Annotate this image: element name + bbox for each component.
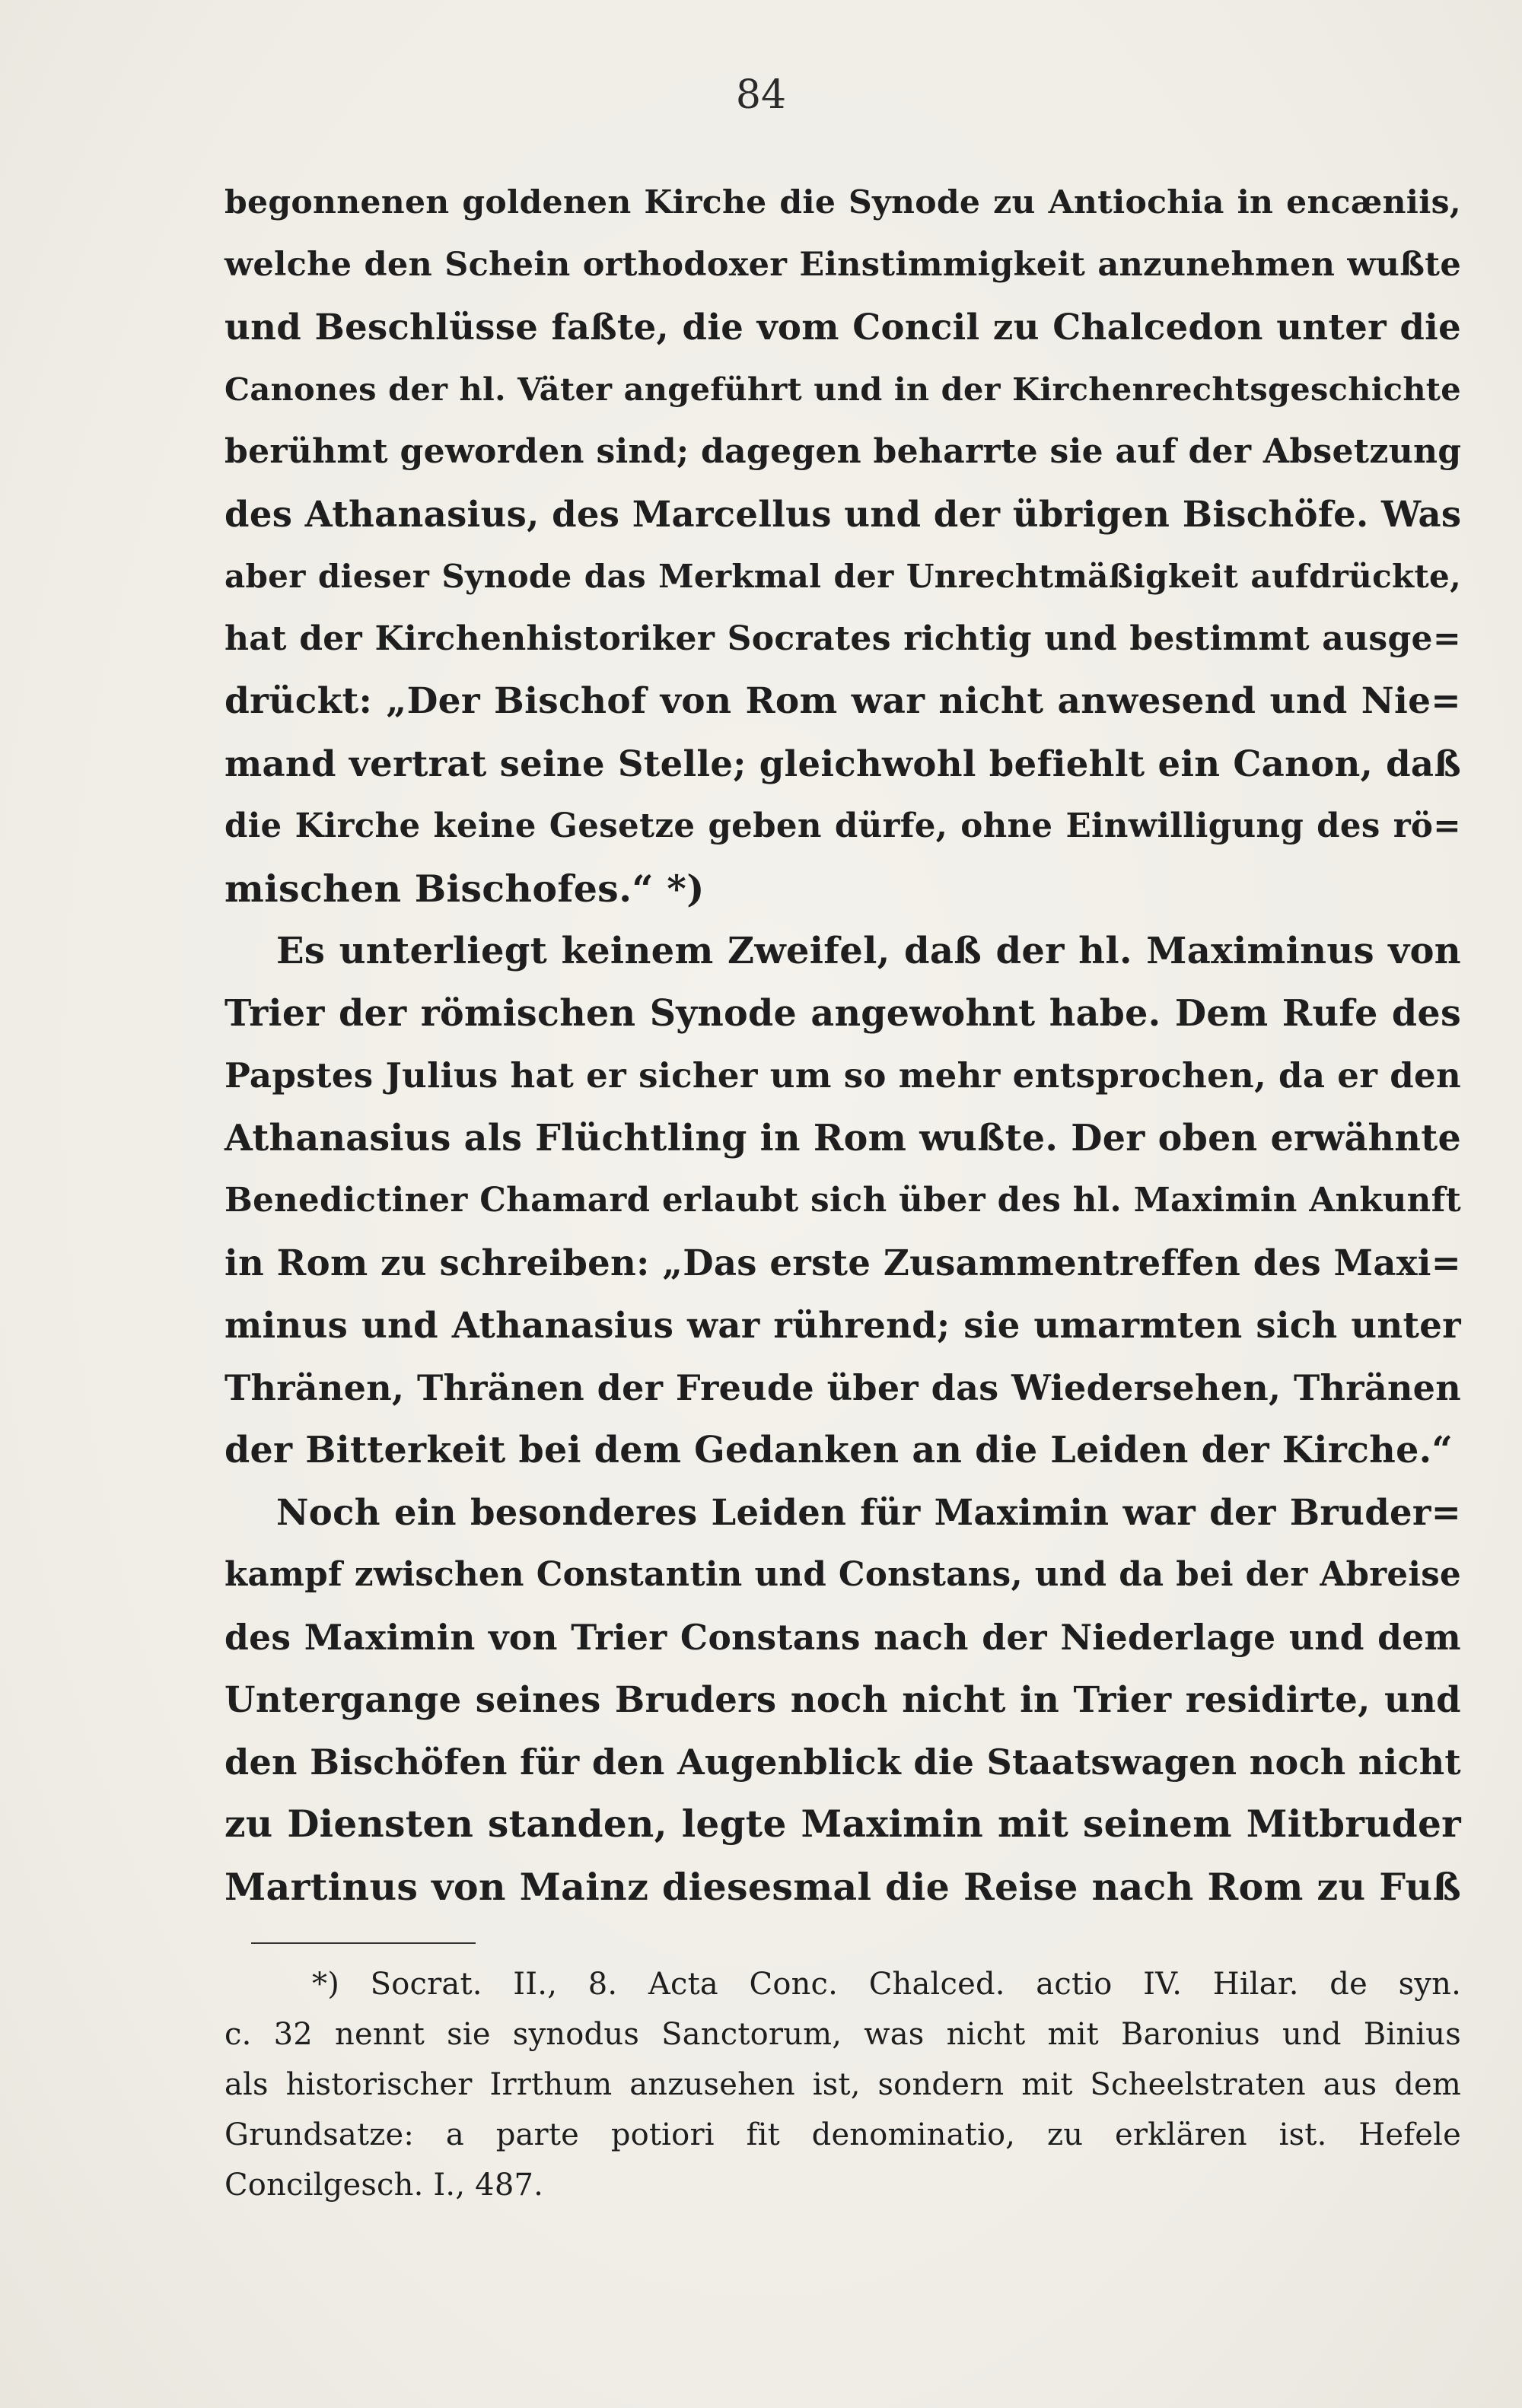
text-line: Athanasius als Flüchtling in Rom wußte. Der oben erwähnte [224, 1117, 1461, 1159]
text-line: des Maximin von Trier Constans nach der Niederlage und dem [224, 1617, 1461, 1658]
text-line: Thränen, Thränen der Freude über das Wiedersehen, Thränen [224, 1367, 1461, 1408]
text-line: Papstes Julius hat er sicher um so mehr entsprochen, da er den [224, 1055, 1461, 1096]
paragraph-start-line: Es unterliegt keinem Zweifel, daß der hl. Maximinus von [276, 930, 1461, 972]
body-text [224, 171, 1461, 1918]
text-line: kampf zwischen Constantin und Constans, und da bei der Abreise [224, 1555, 1461, 1594]
text-line: welche den Schein orthodoxer Einstimmigkeit anzunehmen wußte [224, 246, 1461, 284]
text-line: in Rom zu schreiben: „Das erste Zusammentreffen des Maxi= [224, 1242, 1461, 1284]
text-line: Untergange seines Bruders noch nicht in Trier residirte, und [224, 1678, 1461, 1720]
text-line: hat der Kirchenhistoriker Socrates richtig und bestimmt ausge= [224, 619, 1461, 658]
text-line: begonnenen goldenen Kirche die Synode zu Antiochia in encæniis, [224, 183, 1461, 221]
text-line: zu Diensten standen, legte Maximin mit seinem Mitbruder [224, 1802, 1461, 1846]
footnote-line: c. 32 nennt sie synodus Sanctorum, was nicht mit Baronius und Binius [224, 2017, 1461, 2052]
footnote-divider [251, 1942, 476, 1944]
text-line: die Kirche keine Gesetze geben dürfe, ohne Einwilligung des rö= [224, 806, 1461, 845]
text-line: Trier der römischen Synode angewohnt habe. Dem Rufe des [224, 992, 1461, 1035]
text-line: minus und Athanasius war rührend; sie umarmten sich unter [224, 1304, 1461, 1346]
text-line: drückt: „Der Bischof von Rom war nicht anwesend und Nie= [224, 680, 1461, 722]
text-line: aber dieser Synode das Merkmal der Unrechtmäßigkeit aufdrückte, [224, 558, 1461, 595]
footnote-line: Grundsatze: a parte potiori fit denominatio, zu erklären ist. Hefele [224, 2117, 1461, 2152]
text-line: mand vertrat seine Stelle; gleichwohl befiehlt ein Canon, daß [224, 743, 1461, 784]
text-line: und Beschlüsse faßte, die vom Concil zu Chalcedon unter die [224, 306, 1461, 348]
paragraph-start-line: Noch ein besonderes Leiden für Maximin war der Bruder= [276, 1491, 1461, 1533]
text-line: Benedictiner Chamard erlaubt sich über des hl. Maximin Ankunft [224, 1181, 1461, 1220]
text-line: der Bitterkeit bei dem Gedanken an die Leiden der Kirche.“ [224, 1429, 1454, 1471]
text-line: Martinus von Mainz diesesmal die Reise nach Rom zu Fuß [224, 1865, 1461, 1909]
footnote-line: *) Socrat. II., 8. Acta Conc. Chalced. actio IV. Hilar. de syn. [312, 1967, 1461, 2002]
text-line: den Bischöfen für den Augenblick die Staatswagen noch nicht [224, 1742, 1461, 1783]
text-line: mischen Bischofes.“ *) [224, 867, 705, 911]
page-number: 84 [735, 72, 787, 118]
footnote-line: Concilgesch. I., 487. [224, 2168, 544, 2203]
footnote-line: als historischer Irrthum anzusehen ist, sondern mit Scheelstraten aus dem [224, 2067, 1461, 2102]
footnotes [224, 1959, 1461, 2210]
text-line: Canones der hl. Väter angeführt und in der Kirchenrechtsgeschichte [224, 371, 1461, 408]
text-line: berühmt geworden sind; dagegen beharrte sie auf der Absetzung [224, 432, 1462, 471]
text-line: des Athanasius, des Marcellus und der übrigen Bischöfe. Was [224, 493, 1462, 535]
